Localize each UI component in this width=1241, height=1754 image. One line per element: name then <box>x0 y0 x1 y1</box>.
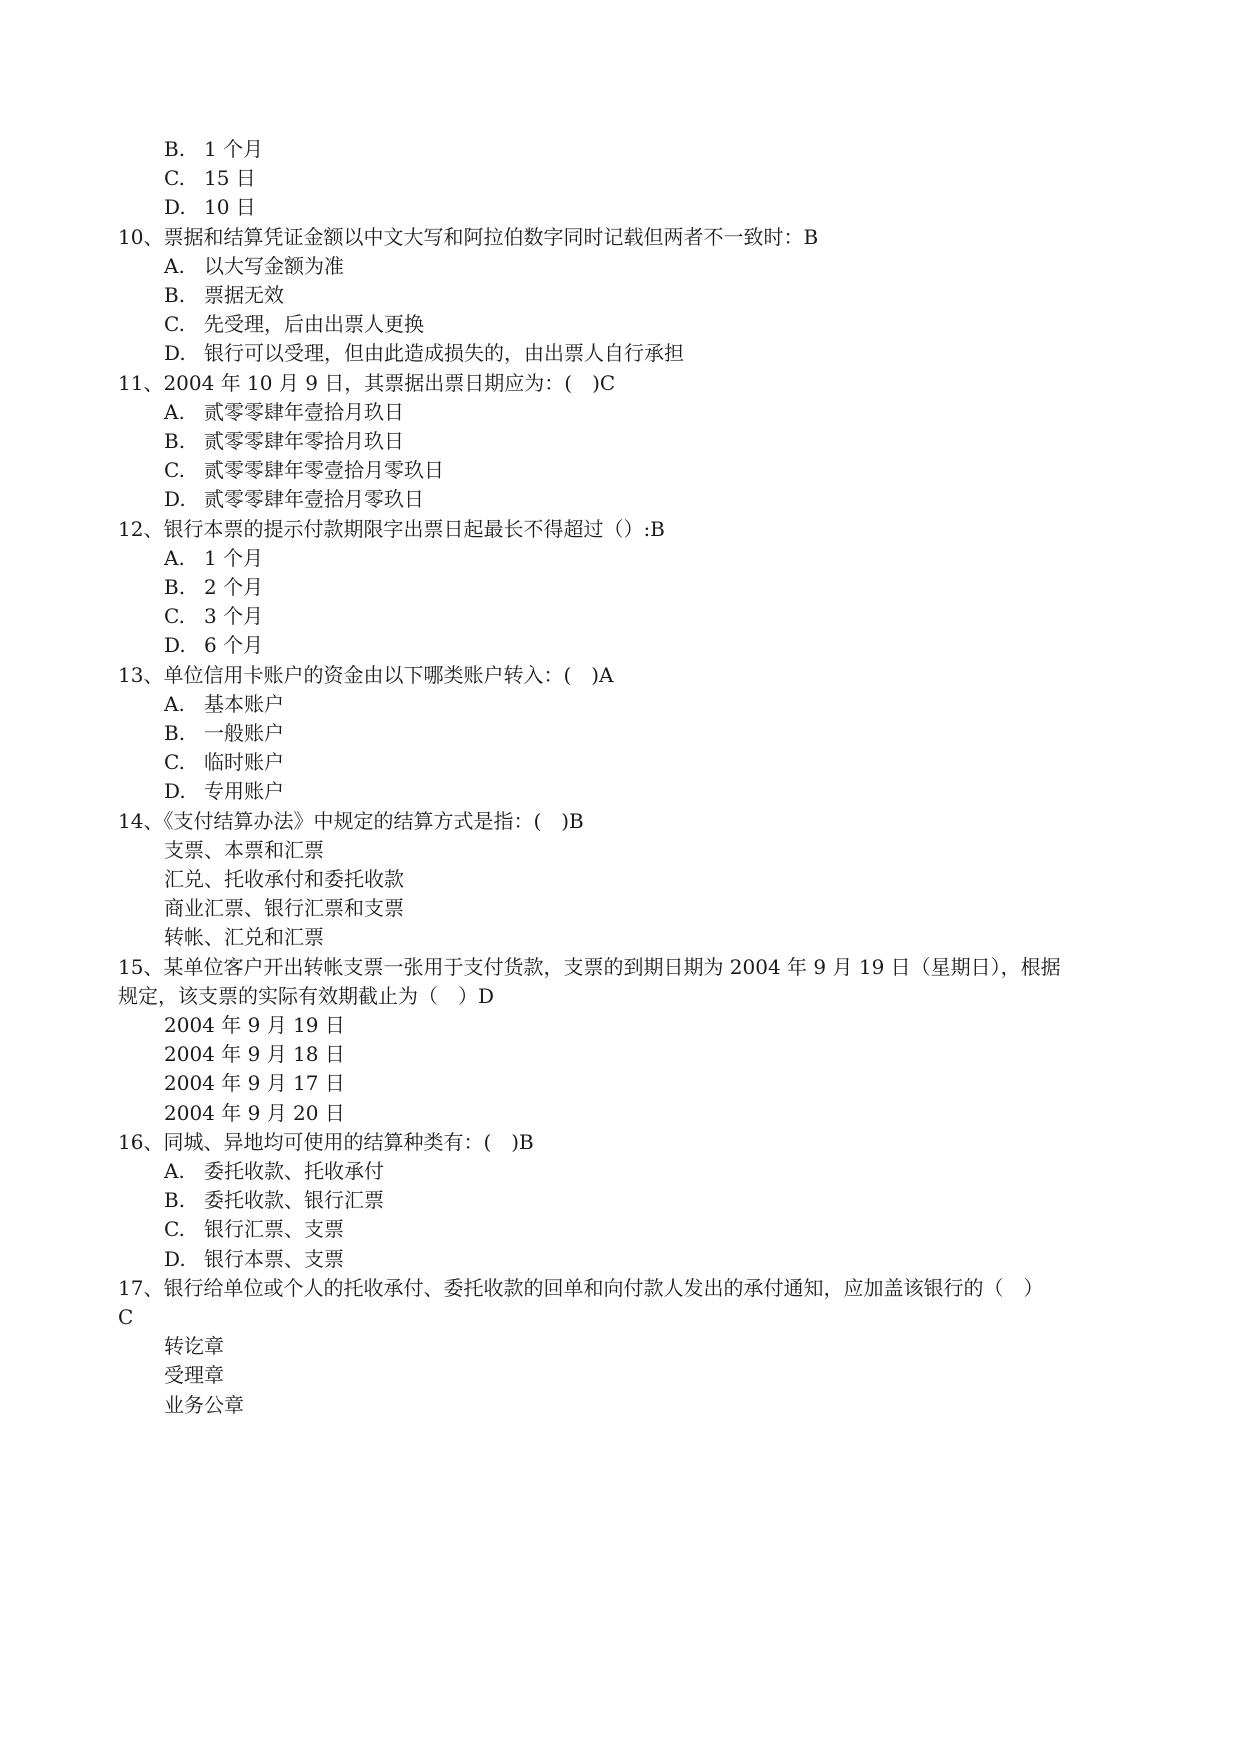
answer-option <box>164 1188 384 1212</box>
question-line: 11、2004 年 10 月 9 日，其票据出票日期应为：( )C <box>118 370 616 395</box>
answer-option <box>164 692 284 716</box>
choice-line: 汇兑、托收承付和委托收款 <box>164 867 404 891</box>
option-letter: D. <box>164 779 186 804</box>
choice-line: 业务公章 <box>164 1392 244 1417</box>
answer-option <box>164 487 424 511</box>
option-text: 贰零零肆年零壹拾月零玖日 <box>204 458 444 483</box>
option-text: 贰零零肆年壹拾月零玖日 <box>204 487 424 512</box>
choice-line: 支票、本票和汇票 <box>164 837 324 862</box>
answer-option <box>164 195 256 219</box>
answer-option <box>164 458 444 482</box>
option-text: 6 个月 <box>204 633 264 658</box>
option-text: 2 个月 <box>204 575 264 599</box>
option-letter: B. <box>164 283 186 307</box>
choice-line: 2004 年 9 月 19 日 <box>164 1013 345 1037</box>
option-text: 票据无效 <box>204 283 284 307</box>
choice-line: 商业汇票、银行汇票和支票 <box>164 896 404 921</box>
option-letter: A. <box>164 1159 185 1183</box>
option-text: 委托收款、托收承付 <box>204 1159 384 1183</box>
choice-line: 2004 年 9 月 18 日 <box>164 1042 345 1067</box>
option-letter: B. <box>164 575 186 599</box>
option-text: 专用账户 <box>204 779 284 804</box>
option-text: 银行可以受理，但由此造成损失的，由出票人自行承担 <box>204 341 684 366</box>
option-text: 贰零零肆年零拾月玖日 <box>204 429 404 453</box>
answer-option <box>164 721 284 745</box>
answer-option <box>164 604 263 628</box>
answer-option <box>164 575 263 599</box>
option-letter: A. <box>164 253 185 278</box>
option-letter: D. <box>164 633 186 658</box>
option-letter: C. <box>164 166 185 191</box>
option-letter: C. <box>164 312 185 337</box>
option-letter: C. <box>164 458 185 483</box>
choice-line: 2004 年 9 月 17 日 <box>164 1071 345 1096</box>
option-letter: C. <box>164 750 185 775</box>
answer-option <box>164 1217 344 1241</box>
option-text: 委托收款、银行汇票 <box>204 1188 384 1213</box>
option-letter: C. <box>164 604 185 629</box>
answer-option <box>164 166 256 190</box>
option-letter: D. <box>164 1246 186 1271</box>
answer-option <box>164 779 284 803</box>
answer-option <box>164 400 404 424</box>
question-line: C <box>118 1305 134 1329</box>
answer-option <box>164 1159 384 1183</box>
option-text: 3 个月 <box>204 604 264 629</box>
option-text: 以大写金额为准 <box>204 253 344 278</box>
answer-option <box>164 312 424 336</box>
question-line: 规定，该支票的实际有效期截止为（ ）D <box>118 983 495 1008</box>
answer-option <box>164 341 684 365</box>
question-line: 16、同城、异地均可使用的结算种类有：( )B <box>118 1129 534 1154</box>
choice-line: 转讫章 <box>164 1334 224 1359</box>
option-letter: D. <box>164 487 186 512</box>
option-letter: A. <box>164 545 185 570</box>
option-letter: D. <box>164 195 186 220</box>
question-line: 12、银行本票的提示付款期限字出票日起最长不得超过（）:B <box>118 516 665 541</box>
question-line: 13、单位信用卡账户的资金由以下哪类账户转入：( )A <box>118 662 614 687</box>
option-text: 先受理，后由出票人更换 <box>204 312 424 337</box>
option-letter: B. <box>164 721 186 745</box>
option-text: 银行本票、支票 <box>204 1246 344 1271</box>
option-text: 临时账户 <box>204 750 284 775</box>
answer-option <box>164 254 344 278</box>
option-letter: A. <box>164 691 185 716</box>
question-line: 14、《支付结算办法》中规定的结算方式是指：( )B <box>118 808 584 833</box>
option-text: 基本账户 <box>204 691 284 716</box>
option-text: 贰零零肆年壹拾月玖日 <box>204 399 404 424</box>
answer-option <box>164 429 404 453</box>
option-letter: B. <box>164 137 186 161</box>
option-letter: A. <box>164 399 185 424</box>
option-letter: B. <box>164 1188 186 1213</box>
answer-option <box>164 750 284 774</box>
option-letter: C. <box>164 1217 185 1242</box>
option-text: 1 个月 <box>204 137 264 161</box>
option-text: 15 日 <box>204 166 256 191</box>
question-line: 17、银行给单位或个人的托收承付、委托收款的回单和向付款人发出的承付通知，应加盖该银行的（ ） <box>118 1275 1044 1300</box>
answer-option <box>164 137 263 161</box>
option-letter: D. <box>164 341 186 366</box>
answer-option <box>164 283 284 307</box>
option-text: 10 日 <box>204 195 256 220</box>
question-line: 10、票据和结算凭证金额以中文大写和阿拉伯数字同时记载但两者不一致时：B <box>118 224 819 249</box>
answer-option <box>164 633 263 657</box>
answer-option <box>164 1247 344 1271</box>
option-text: 一般账户 <box>204 721 284 745</box>
question-line: 15、某单位客户开出转帐支票一张用于支付货款，支票的到期日期为 2004 年 9 月 19 日（星期日），根据 <box>118 954 1061 979</box>
choice-line: 转帐、汇兑和汇票 <box>164 925 324 950</box>
option-text: 银行汇票、支票 <box>204 1217 344 1242</box>
answer-option <box>164 546 263 570</box>
choice-line: 2004 年 9 月 20 日 <box>164 1100 345 1125</box>
choice-line: 受理章 <box>164 1363 224 1388</box>
option-letter: B. <box>164 429 186 453</box>
option-text: 1 个月 <box>204 545 264 570</box>
